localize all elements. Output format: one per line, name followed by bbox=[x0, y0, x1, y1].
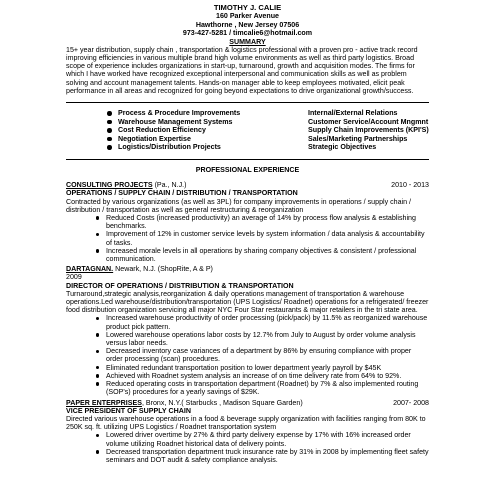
skill-item: Negotiation Expertise bbox=[106, 135, 296, 144]
job-description: Contracted by various organizations (as well as 3PL) for company improvements in operations / supply chain / distribution / transportation as well as general restructuring & reorganization bbox=[66, 197, 412, 214]
resume-header bbox=[66, 4, 429, 38]
list-item: Lowered driver overtime by 27% & third party delivery expense by 17% with 16% increased order volume utilizing Roadnet historical data of delivery points. bbox=[94, 431, 429, 447]
skill-item: Process & Procedure Improvements bbox=[106, 109, 296, 118]
list-item: Increased morale levels in all operations by sharing company objectives & consistent / professional communication. bbox=[94, 247, 429, 263]
list-item: Lowered warehouse operations labor costs by 12.7% from July to August by order volume analysis versus labor needs. bbox=[94, 331, 429, 347]
job-entry-consulting bbox=[66, 181, 429, 263]
candidate-name: TIMOTHY J. CALIE bbox=[213, 3, 282, 12]
job-bullets bbox=[66, 214, 429, 263]
list-item: Decreased transportation department truck insurance rate by 31% in 2008 by implementing fleet safety seminars and DOT audit & safety compliance analysis. bbox=[94, 448, 429, 464]
job-bullets bbox=[66, 314, 429, 396]
experience-heading: PROFESSIONAL EXPERIENCE bbox=[195, 166, 300, 175]
skill-item: Warehouse Management Systems bbox=[106, 118, 296, 127]
skills-left-column bbox=[66, 109, 296, 152]
company-name: DARTAGNAN. bbox=[66, 265, 114, 274]
skill-item: Supply Chain Improvements (KPI'S) bbox=[308, 126, 429, 135]
job-entry-dartagnan bbox=[66, 265, 429, 396]
job-title: DIRECTOR OF OPERATIONS / DISTRIBUTION & TRANSPORTATION bbox=[66, 281, 294, 290]
company-location: , Bronx, N.Y.( Starbucks , Madison Square Garden) bbox=[141, 398, 303, 407]
skills-right-column bbox=[296, 109, 429, 152]
list-item: Increased warehouse productivity of order processing (pick/pack) by 11.5% as reorganized warehouse product pick pattern. bbox=[94, 314, 429, 330]
skill-item: Sales/Marketing Partnerships bbox=[308, 134, 408, 143]
summary-text: 15+ year distribution, supply chain , transportation & logistics professional with a proven pro - active track record improving efficiencies in various multiple brand high volume environments as well as third party logistics. Broad scope of experience includes organizations in start-up, turnaround, growth and acquisition modes. The firms for which I have worked have recognized exceptional interpersonal and communication skills as well as problem solving and account management talents. Hands-on manager able to keep employees motivated, elicit peak performance in all areas and recognized for going beyond expectations to drive organizational growth/success. bbox=[66, 45, 418, 95]
address-line-2: Hawthorne , New Jersey 07506 bbox=[195, 20, 300, 29]
summary-heading: SUMMARY bbox=[229, 37, 266, 46]
contact-line: 973-427-5281 / timcalie6@hotmail.com bbox=[182, 29, 313, 38]
job-dates: 2007- 2008 bbox=[393, 398, 429, 407]
skills-section bbox=[66, 109, 429, 152]
company-location: (Pa., N.J.) bbox=[154, 181, 187, 190]
list-item: Eliminated redundant transportation position to lower department yearly payroll by $45K bbox=[94, 364, 429, 372]
job-dates: 2009 bbox=[66, 273, 82, 282]
list-item: Achieved with Roadnet system analysis an increase of on time delivery rate from 64% to 92%. bbox=[94, 372, 429, 380]
skill-item: Customer Service/Account Mngmnt bbox=[308, 117, 429, 126]
job-title: OPERATIONS / SUPPLY CHAIN / DISTRIBUTION / TRANSPORTATION bbox=[66, 189, 298, 198]
list-item: Improvement of 12% in customer service levels by system information / data analysis & accountability of tasks. bbox=[94, 230, 429, 246]
skill-item: Logistics/Distribution Projects bbox=[106, 143, 296, 152]
company-name: CONSULTING PROJECTS bbox=[66, 181, 153, 190]
job-bullets bbox=[66, 431, 429, 464]
list-item: Reduced Costs (increased productivity) an average of 14% by process flow analysis & establishing benchmarks. bbox=[94, 214, 429, 230]
job-entry-paper-enterprises bbox=[66, 399, 429, 465]
job-description: Turnaround,strategic analysis,reorganization & daily operations management of transportation & warehouse operations.Led warehouse/distribution/transportation (UPS Logistics/ Roadnet) operations for a refrigerated/ freezer food distribution organization servicing all major NYC Four Star restaurants & major retailers in the tri state area. bbox=[66, 289, 429, 315]
skill-item: Cost Reduction Efficiency bbox=[106, 126, 296, 135]
list-item: Decreased inventory case variances of a department by 86% by ensuring compliance with proper order processing (scan) procedures. bbox=[94, 347, 429, 363]
skill-item: Strategic Objectives bbox=[308, 143, 377, 152]
job-description: Directed various warehouse operations in a food & beverage supply organization with facilities ranging from 80K to 250K sq. ft. utilizing UPS Logistics / Roadnet transportation system bbox=[66, 414, 426, 432]
company-location: Newark, N.J. (ShopRite, A & P) bbox=[115, 265, 213, 274]
company-name: PAPER ENTERPRISES bbox=[66, 398, 142, 407]
section-divider bbox=[66, 102, 429, 103]
job-title: VICE PRESIDENT OF SUPPLY CHAIN bbox=[66, 406, 191, 415]
address-line-1: 160 Parker Avenue bbox=[216, 12, 279, 21]
section-divider bbox=[66, 159, 429, 160]
skill-item: Internal/External Relations bbox=[308, 109, 398, 118]
job-dates: 2010 - 2013 bbox=[391, 181, 429, 190]
list-item: Reduced operating costs in transportation department (Roadnet) by 7% & also implemented routing (SOP's) procedures for a yearly savings of $29K. bbox=[94, 380, 429, 396]
